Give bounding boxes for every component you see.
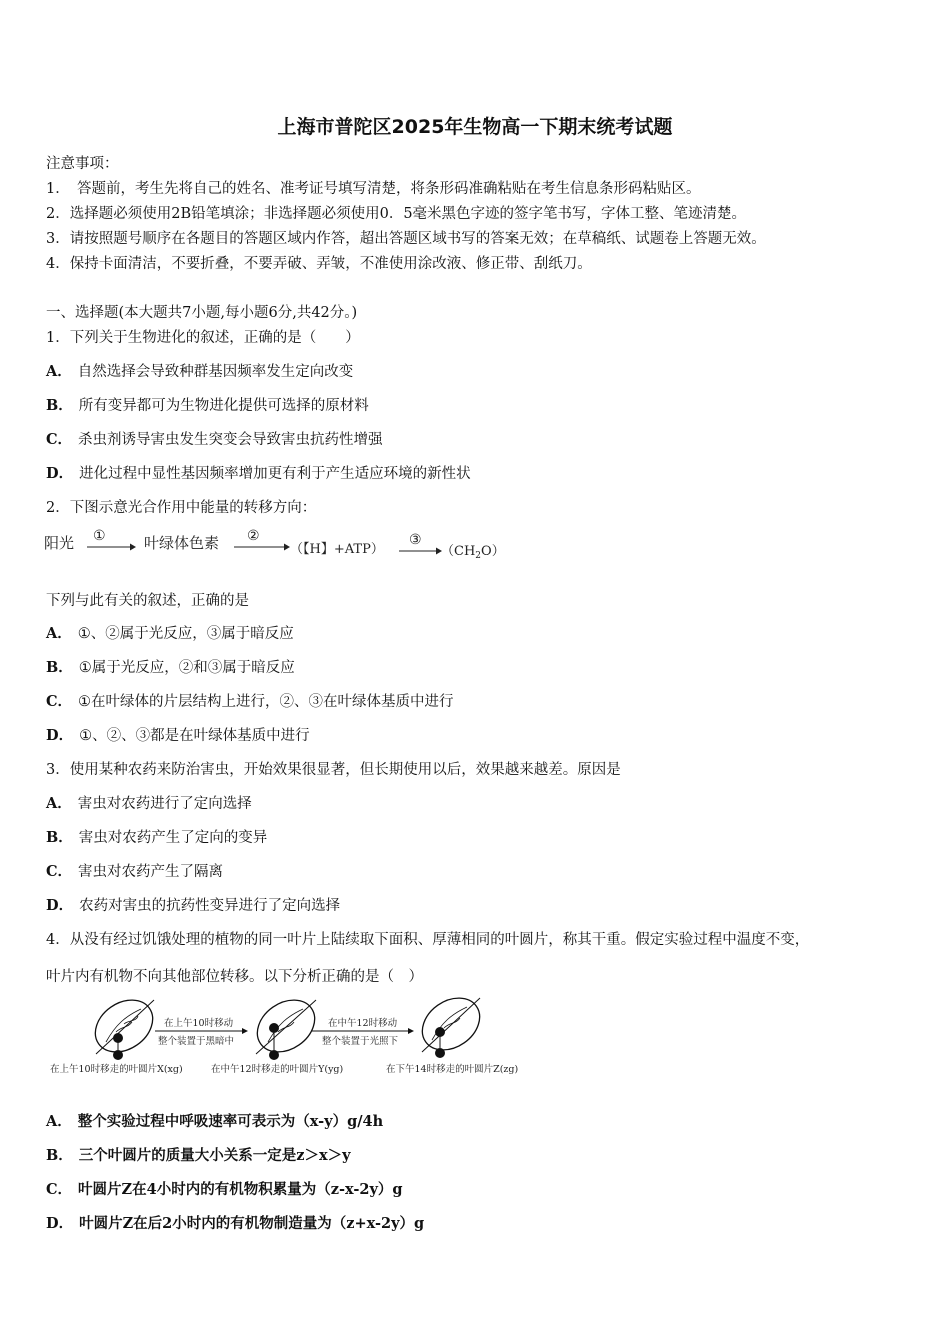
leaf-y-icon	[247, 994, 324, 1063]
h-atp-label: （【H】+ATP）	[290, 542, 384, 557]
option-text: 叶圆片Z在4小时内的有机物积累量为（z-x-2y）g	[78, 1181, 403, 1198]
arrowhead-2	[408, 1028, 414, 1034]
option-letter: B．	[46, 1147, 73, 1164]
svg-text:（CH2O）	[441, 544, 505, 561]
page-title: 上海市普陀区2025年生物高一下期末统考试题	[277, 116, 673, 138]
question-stem-continued: 叶片内有机物不向其他部位转移。以下分析正确的是（ ）	[46, 969, 423, 985]
option-b[interactable]	[46, 656, 295, 677]
option-text: ①在叶绿体的片层结构上进行，②、③在叶绿体基质中进行	[78, 694, 454, 710]
arrow-1-top-label: 在上午10时移动	[164, 1018, 234, 1029]
option-text: 害虫对农药产生了隔离	[78, 864, 224, 880]
arrow-2-top-label: 在中午12时移动	[328, 1018, 398, 1029]
option-text: ①、②属于光反应，③属于暗反应	[77, 626, 294, 642]
option-a[interactable]	[46, 792, 252, 813]
sunlight-label: 阳光	[44, 534, 75, 552]
option-d[interactable]	[46, 894, 340, 915]
option-letter: C．	[46, 431, 73, 448]
option-text: 自然选择会导致种群基因频率发生定向改变	[77, 364, 354, 380]
notice-item: 3．请按照题号顺序在各题目的答题区域内作答，超出答题区域书写的答案无效；在草稿纸、试题卷上答题无效。	[46, 231, 766, 247]
option-text: 杀虫剂诱导害虫发生突变会导致害虫抗药性增强	[78, 432, 383, 448]
option-c[interactable]	[46, 860, 223, 881]
option-letter: A．	[46, 795, 72, 812]
energy-transfer-diagram	[44, 525, 514, 569]
option-text: 害虫对农药产生了定向的变异	[78, 830, 268, 846]
option-text: 进化过程中显性基因频率增加更有利于产生适应环境的新性状	[79, 466, 471, 482]
option-a[interactable]	[46, 1110, 383, 1131]
caption-y: 在中午12时移走的叶圆片Y(yg)	[211, 1064, 344, 1075]
ch2o-label-end: O）	[481, 544, 505, 559]
arrowhead-1	[130, 544, 136, 551]
option-text: 所有变异都可为生物进化提供可选择的原材料	[78, 398, 369, 414]
ch2o-label: （CH	[441, 544, 476, 559]
option-letter: D．	[46, 1215, 74, 1232]
step-1-label: ①	[93, 528, 106, 544]
option-letter: C．	[46, 693, 73, 710]
option-letter: D．	[46, 465, 74, 482]
pigment-label: 叶绿体色素	[144, 534, 220, 552]
notice-heading: 注意事项：	[46, 156, 119, 172]
arrow-1-bottom-label: 整个装置于黑暗中	[158, 1036, 235, 1047]
step-3-label: ③	[409, 532, 422, 548]
arrowhead-1	[242, 1028, 248, 1034]
option-d[interactable]	[46, 462, 471, 483]
option-c[interactable]	[46, 690, 454, 711]
arrow-2-bottom-label: 整个装置于光照下	[322, 1036, 399, 1047]
question-stem-2: 下列与此有关的叙述，正确的是	[46, 593, 249, 609]
option-a[interactable]	[46, 360, 353, 381]
ch2o-subscript: 2	[475, 551, 482, 561]
option-text: 害虫对农药进行了定向选择	[77, 796, 252, 812]
option-letter: D．	[46, 727, 74, 744]
leaf-z-icon	[412, 994, 489, 1061]
option-b[interactable]	[46, 394, 369, 415]
option-text: ①、②、③都是在叶绿体基质中进行	[79, 728, 310, 744]
option-d[interactable]	[46, 1212, 424, 1233]
option-d[interactable]	[46, 724, 310, 745]
option-text: 农药对害虫的抗药性变异进行了定向选择	[79, 898, 341, 914]
option-c[interactable]	[46, 1178, 403, 1199]
question-stem: 3．使用某种农药来防治害虫，开始效果很显著，但长期使用以后，效果越来越差。原因是	[46, 762, 621, 778]
option-letter: A．	[46, 363, 72, 380]
option-b[interactable]	[46, 1144, 351, 1165]
option-letter: A．	[46, 625, 72, 642]
caption-x: 在上午10时移走的叶圆片X(xg)	[50, 1064, 183, 1075]
option-text: 三个叶圆片的质量大小关系一定是z＞x＞y	[78, 1147, 351, 1164]
question-stem: 1．下列关于生物进化的叙述，正确的是（ ）	[46, 330, 360, 346]
option-a[interactable]	[46, 622, 294, 643]
caption-z: 在下午14时移走的叶圆片Z(zg)	[386, 1064, 519, 1075]
question-stem: 4．从没有经过饥饿处理的植物的同一叶片上陆续取下面积、厚薄相同的叶圆片，称其干重。假定实验过程中温度不变，	[46, 932, 810, 948]
section-heading: 一、选择题(本大题共7小题,每小题6分,共42分。)	[46, 305, 358, 321]
option-text: ①属于光反应，②和③属于暗反应	[78, 660, 295, 676]
option-letter: C．	[46, 863, 73, 880]
option-letter: C．	[46, 1181, 73, 1198]
option-letter: D．	[46, 897, 74, 914]
option-c[interactable]	[46, 428, 383, 449]
question-stem: 2．下图示意光合作用中能量的转移方向：	[46, 500, 317, 516]
step-2-label: ②	[247, 528, 260, 544]
notice-item: 1． 答题前，考生先将自己的姓名、准考证号填写清楚，将条形码准确粘贴在考生信息条形码粘贴区。	[46, 181, 701, 197]
option-text: 叶圆片Z在后2小时内的有机物制造量为（z+x-2y）g	[79, 1215, 425, 1232]
option-letter: A．	[46, 1113, 72, 1130]
option-letter: B．	[46, 397, 73, 414]
option-b[interactable]	[46, 826, 267, 847]
option-letter: B．	[46, 659, 73, 676]
notice-item: 4．保持卡面清洁，不要折叠，不要弄破、弄皱，不准使用涂改液、修正带、刮纸刀。	[46, 256, 592, 272]
notice-item: 2．选择题必须使用2B铅笔填涂；非选择题必须使用0．5毫米黑色字迹的签字笔书写，字体工整、笔迹清楚。	[46, 206, 747, 222]
leaf-disc-diagram	[46, 994, 526, 1082]
leaf-x-icon	[85, 994, 162, 1063]
option-text: 整个实验过程中呼吸速率可表示为（x-y）g/4h	[77, 1113, 384, 1130]
option-letter: B．	[46, 829, 73, 846]
